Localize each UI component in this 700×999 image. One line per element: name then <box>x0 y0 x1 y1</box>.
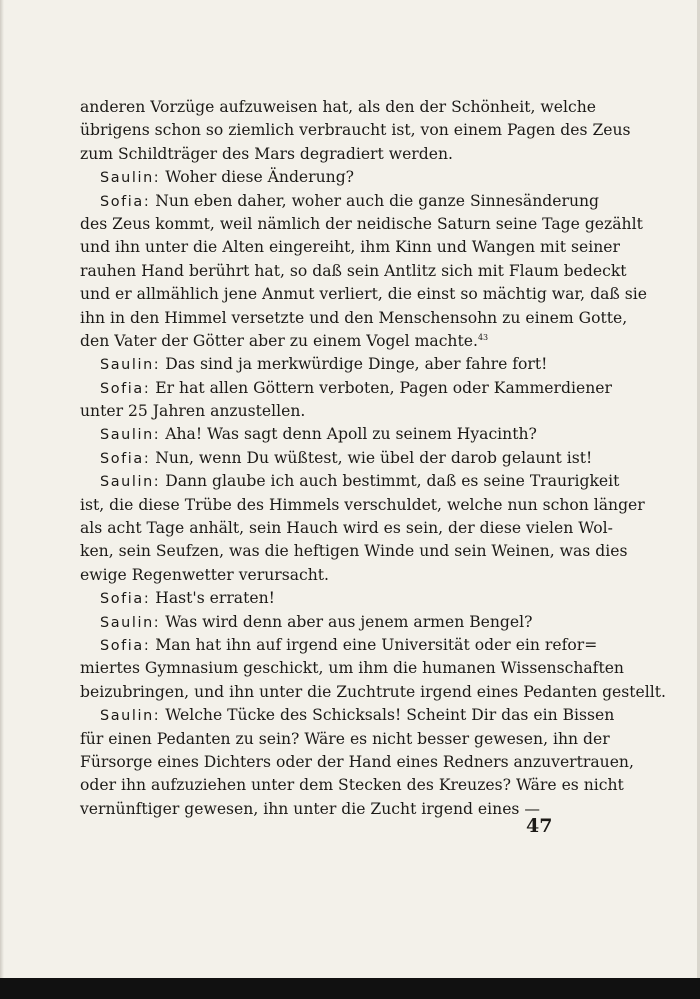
text-line <box>80 798 558 821</box>
text-line <box>80 330 558 353</box>
line-text: Das sind ja merkwürdige Dinge, aber fahre fort! <box>165 355 548 374</box>
line-text: zum Schildträger des Mars degradiert werden. <box>80 144 453 163</box>
footnote-marker: 43 <box>477 332 489 342</box>
line-text: ihn in den Himmel versetzte und den Menschensohn zu einem Gotte, <box>80 308 628 327</box>
text-line <box>80 728 610 751</box>
dialogue-line <box>80 377 612 400</box>
text-line <box>80 96 596 119</box>
text-line <box>80 260 627 283</box>
page-text-block <box>80 96 666 821</box>
line-text: ist, die diese Trübe des Himmels verschuldet, welche nun schon länger <box>80 495 645 514</box>
line-text: Nun eben daher, woher auch die ganze Sinnesänderung <box>155 191 600 210</box>
dialogue-line <box>80 447 593 470</box>
speaker-name: Sofia: <box>100 637 151 654</box>
line-text: ken, sein Seufzen, was die heftigen Winde und sein Weinen, was dies <box>80 542 628 561</box>
line-text: übrigens schon so ziemlich verbraucht ist, von einem Pagen des Zeus <box>80 121 631 140</box>
speaker-name: Saulin: <box>100 474 161 491</box>
line-text: Man hat ihn auf irgend eine Universität oder ein refor= <box>155 635 598 654</box>
line-text: und er allmählich jene Anmut verliert, die einst so mächtig war, daß sie <box>80 285 647 304</box>
line-text: Er hat allen Göttern verboten, Pagen oder Kammerdiener <box>155 378 612 397</box>
speaker-name: Saulin: <box>100 357 161 374</box>
line-text: des Zeus kommt, weil nämlich der neidische Saturn seine Tage gezählt <box>80 214 643 233</box>
line-text: und ihn unter die Alten eingereiht, ihm Kinn und Wangen mit seiner <box>80 238 620 257</box>
line-text: unter 25 Jahren anzustellen. <box>80 402 306 421</box>
text-line <box>80 540 628 563</box>
speaker-name: Sofia: <box>100 380 151 397</box>
speaker-name: Sofia: <box>100 591 151 608</box>
line-text: Nun, wenn Du wüßtest, wie übel der darob gelaunt ist! <box>155 448 593 467</box>
line-text: Fürsorge eines Dichters oder der Hand eines Redners anzuvertrauen, <box>80 752 634 771</box>
speaker-name: Saulin: <box>100 427 161 444</box>
text-line <box>80 564 558 587</box>
dialogue-line <box>80 634 598 657</box>
line-text: den Vater der Götter aber zu einem Vogel machte. <box>80 331 478 350</box>
line-text: ewige Regenwetter verursacht. <box>80 565 329 584</box>
speaker-name: Sofia: <box>100 193 151 210</box>
text-line <box>80 494 645 517</box>
line-text: Hast's erraten! <box>155 589 275 608</box>
dialogue-line <box>80 423 558 446</box>
line-text: vernünftiger gewesen, ihn unter die Zucht irgend eines — <box>80 799 540 818</box>
text-line <box>80 283 647 306</box>
speaker-name: Saulin: <box>100 614 161 631</box>
line-text: oder ihn aufzuziehen unter dem Stecken des Kreuzes? Wäre es nicht <box>80 776 624 795</box>
dialogue-line <box>80 166 558 189</box>
text-line <box>80 517 613 540</box>
line-text: Was wird denn aber aus jenem armen Bengel? <box>165 612 533 631</box>
text-line <box>80 681 666 704</box>
speaker-name: Sofia: <box>100 450 151 467</box>
text-line <box>80 400 558 423</box>
dialogue-line <box>80 353 558 376</box>
text-line <box>80 143 558 166</box>
line-text: Aha! Was sagt denn Apoll zu seinem Hyacinth? <box>165 425 537 444</box>
dialogue-line <box>80 611 558 634</box>
text-line <box>80 236 620 259</box>
text-line <box>80 213 643 236</box>
scan-bottom-band <box>0 978 700 999</box>
page-gutter-shadow <box>0 0 4 999</box>
text-line <box>80 119 631 142</box>
dialogue-line <box>80 587 558 610</box>
text-line <box>80 657 624 680</box>
line-text: Woher diese Änderung? <box>165 168 355 187</box>
text-line <box>80 774 624 797</box>
page-number: 47 <box>526 815 553 837</box>
line-text: rauhen Hand berührt hat, so daß sein Antlitz sich mit Flaum bedeckt <box>80 261 627 280</box>
line-text: Dann glaube ich auch bestimmt, daß es seine Traurigkeit <box>165 472 620 491</box>
speaker-name: Saulin: <box>100 170 161 187</box>
line-text: anderen Vorzüge aufzuweisen hat, als den der Schönheit, welche <box>80 98 596 116</box>
dialogue-line <box>80 190 600 213</box>
line-text: beizubringen, und ihn unter die Zuchtrute irgend eines Pedanten gestellt. <box>80 682 666 701</box>
text-line <box>80 751 634 774</box>
line-text: für einen Pedanten zu sein? Wäre es nicht besser gewesen, ihn der <box>80 729 610 748</box>
speaker-name: Saulin: <box>100 708 161 725</box>
dialogue-line <box>80 704 615 727</box>
line-text: Welche Tücke des Schicksals! Scheint Dir das ein Bissen <box>165 706 615 725</box>
line-text: als acht Tage anhält, sein Hauch wird es sein, der diese vielen Wol- <box>80 519 613 538</box>
text-line <box>80 307 628 330</box>
dialogue-line <box>80 470 620 493</box>
line-text: miertes Gymnasium geschickt, um ihm die humanen Wissenschaften <box>80 659 624 678</box>
